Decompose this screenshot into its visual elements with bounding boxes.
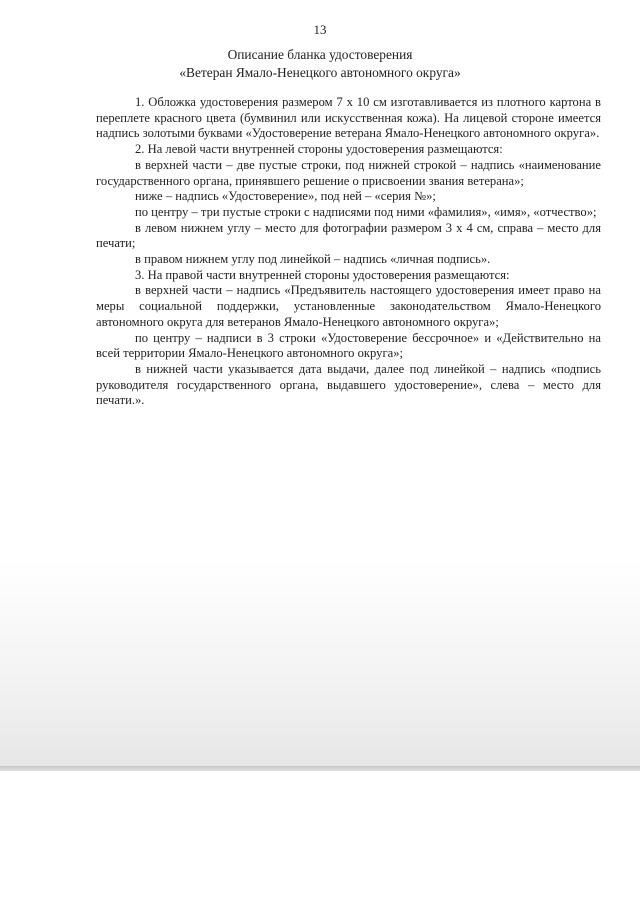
paragraph-left-center: по центру – три пустые строки с надписями под ними «фамилия», «имя», «отчество»; bbox=[135, 204, 597, 219]
page-bottom-edge bbox=[0, 766, 640, 771]
document-title-line-2: «Ветеран Ямало-Ненецкого автономного округа» bbox=[179, 65, 461, 80]
paragraph-left-side-heading: 2. На левой части внутренней стороны удостоверения размещаются: bbox=[135, 142, 503, 157]
document-title-line-1: Описание бланка удостоверения bbox=[227, 47, 413, 62]
page-number: 13 bbox=[313, 22, 327, 37]
paragraph-right-bottom: в нижней части указывается дата выдачи, далее под линейкой – надпись «подпись руководителя государственного органа, выдавшего удостоверение», слева – место для печати.». bbox=[96, 361, 601, 408]
paragraph-right-top: в верхней части – надпись «Предъявитель настоящего удостоверения имеет право на меры социальной поддержки, установленные законодательством Ямало-Ненецкого автономного округа для ветеранов Ямало-Ненецкого автономного округа»; bbox=[96, 283, 601, 329]
document-body bbox=[96, 95, 601, 409]
paragraph-left-bottom-right: в правом нижнем углу под линейкой – надпись «личная подпись». bbox=[135, 252, 491, 267]
paragraph-left-top: в верхней части – две пустые строки, под нижней строкой – надпись «наименование государственного органа, принявшего решение о присвоении звания ветерана»; bbox=[96, 157, 601, 188]
paragraph-left-below: ниже – надпись «Удостоверение», под ней – «серия №»; bbox=[135, 189, 436, 204]
paragraph-right-side-heading: 3. На правой части внутренней стороны удостоверения размещаются: bbox=[135, 267, 510, 282]
paragraph-left-bottom-left: в левом нижнем углу – место для фотографии размером 3 х 4 см, справа – место для печати; bbox=[96, 220, 601, 251]
paragraph-right-center: по центру – надписи в 3 строки «Удостоверение бессрочное» и «Действительно на всей территории Ямало-Ненецкого автономного округа»; bbox=[96, 330, 601, 361]
paragraph-cover: 1. Обложка удостоверения размером 7 х 10 см изготавливается из плотного картона в переплете красного цвета (бумвинил или искусственная кожа). На лицевой стороне имеется надпись золотыми буквами «Удостоверение ветерана Ямало-Ненецкого автономного округа». bbox=[96, 95, 601, 141]
